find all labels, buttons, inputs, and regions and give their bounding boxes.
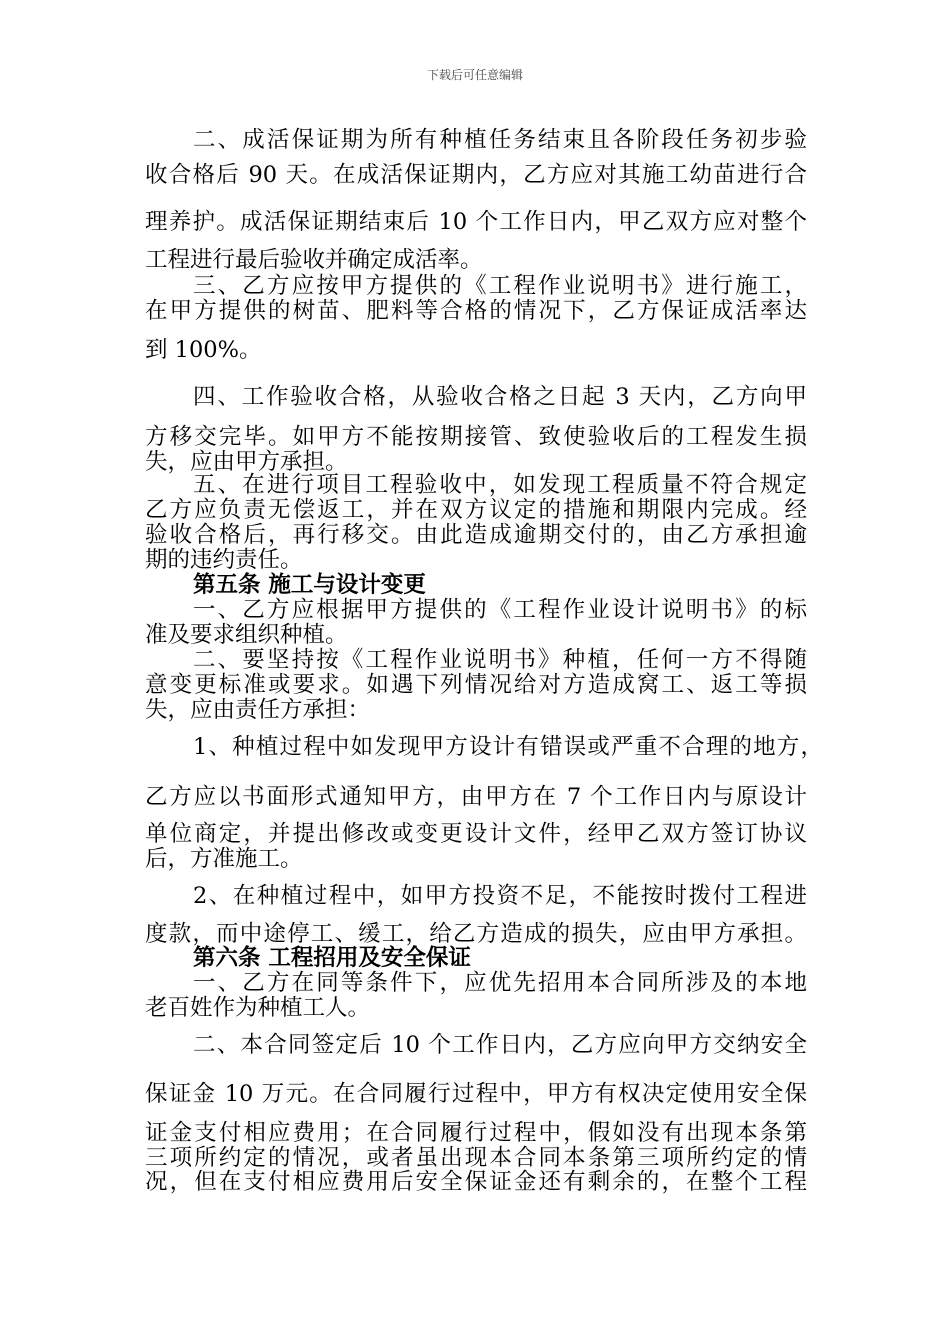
text-line: 准及要求组织种植。 [145, 622, 348, 648]
text-line: 二、成活保证期为所有种植任务结束且各阶段任务初步验 [193, 127, 807, 153]
text-line: 一、乙方在同等条件下，应优先招用本合同所涉及的本地 [193, 970, 807, 996]
text-line: 理养护。成活保证期结束后 10 个工作日内，甲乙双方应对整个 [145, 209, 807, 235]
text-line: 老百姓作为种植工人。 [145, 995, 371, 1021]
text-line: 三、乙方应按甲方提供的《工程作业说明书》进行施工， [193, 273, 807, 299]
section-heading: 第五条 施工与设计变更 [193, 572, 426, 598]
text-line: 意变更标准或要求。如遇下列情况给对方造成窝工、返工等损 [145, 672, 807, 698]
text-line: 到 100%。 [145, 337, 262, 363]
text-line: 收合格后 90 天。在成活保证期内，乙方应对其施工幼苗进行合 [145, 162, 807, 188]
text-line: 保证金 10 万元。在合同履行过程中，甲方有权决定使用安全保 [145, 1081, 807, 1107]
text-line: 二、要坚持按《工程作业说明书》种植，任何一方不得随 [193, 647, 807, 673]
text-line: 期的违约责任。 [145, 547, 303, 573]
text-line: 度款，而中途停工、缓工，给乙方造成的损失，应由甲方承担。 [145, 921, 807, 947]
text-line: 五、在进行项目工程验收中，如发现工程质量不符合规定 [193, 472, 807, 498]
text-line: 失，应由责任方承担： [145, 697, 371, 723]
text-line: 失，应由甲方承担。 [145, 449, 348, 475]
text-line: 三项所约定的情况，或者虽出现本合同本条第三项所约定的情 [145, 1145, 807, 1171]
text-line: 验收合格后，再行移交。由此造成逾期交付的，由乙方承担逾 [145, 522, 807, 548]
text-line: 证金支付相应费用；在合同履行过程中，假如没有出现本条第 [145, 1120, 807, 1146]
text-line: 乙方应负责无偿返工，并在双方议定的措施和期限内完成。经 [145, 497, 807, 523]
section-heading: 第六条 工程招用及安全保证 [193, 945, 471, 971]
page-header: 下载后可任意编辑 [426, 68, 523, 82]
text-line: 四、工作验收合格，从验收合格之日起 3 天内，乙方向甲 [193, 384, 807, 410]
text-line: 方移交完毕。如甲方不能按期接管、致使验收后的工程发生损 [145, 424, 807, 450]
text-line: 单位商定，并提出修改或变更设计文件，经甲乙双方签订协议 [145, 821, 807, 847]
text-line: 乙方应以书面形式通知甲方，由甲方在 7 个工作日内与原设计 [145, 784, 807, 810]
text-line: 后，方准施工。 [145, 846, 303, 872]
text-line: 二、本合同签定后 10 个工作日内，乙方应向甲方交纳安全 [193, 1032, 807, 1058]
text-line: 2、在种植过程中，如甲方投资不足，不能按时拨付工程进 [193, 883, 807, 909]
text-line: 况，但在支付相应费用后安全保证金还有剩余的，在整个工程 [145, 1169, 807, 1195]
text-line: 1、种植过程中如发现甲方设计有错误或严重不合理的地方， [193, 734, 823, 760]
text-line: 工程进行最后验收并确定成活率。 [145, 247, 483, 273]
text-line: 一、乙方应根据甲方提供的《工程作业设计说明书》的标 [193, 597, 807, 623]
text-line: 在甲方提供的树苗、肥料等合格的情况下，乙方保证成活率达 [145, 298, 807, 324]
